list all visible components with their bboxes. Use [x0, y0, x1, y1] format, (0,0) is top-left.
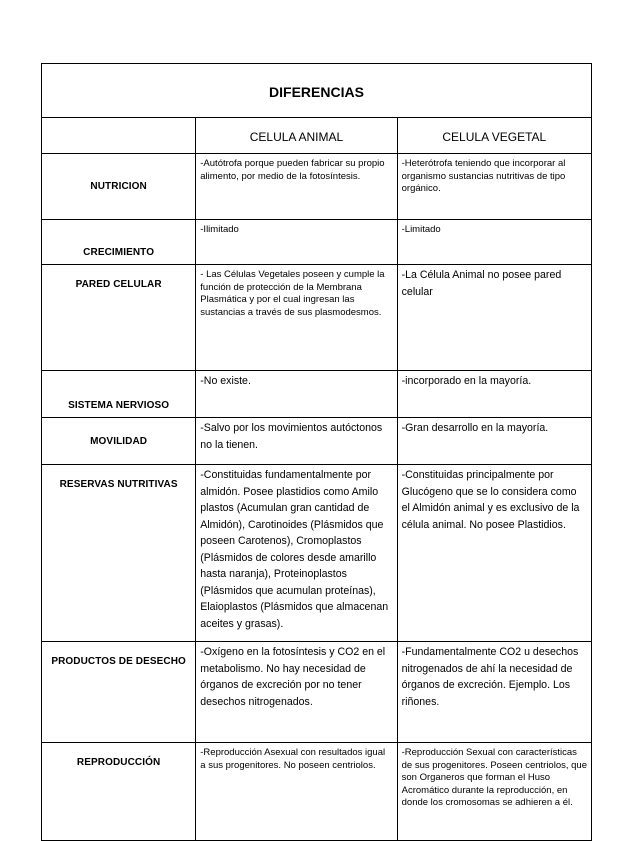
table-title-cell — [42, 64, 592, 118]
animal-cell: -No existe. — [196, 371, 397, 418]
table-row — [42, 220, 592, 265]
table-row — [42, 371, 592, 418]
animal-cell: -Oxígeno en la fotosíntesis y CO2 en el metabolismo. No hay necesidad de órganos de excreción por no tener desechos nitrogenados. — [196, 642, 397, 743]
row-label: MOVILIDAD — [42, 418, 196, 465]
table-row — [42, 154, 592, 220]
table-row — [42, 418, 592, 465]
header-animal: CELULA ANIMAL — [196, 118, 397, 154]
animal-cell: -Constituidas fundamentalmente por almidón. Posee plastidios como Amilo plastos (Acumulan gran cantidad de Almidón), Carotinoides (Plásmidos que poseen Carotenos), Cromoplastos (Plásmidos de colores desde amarillo hasta naranja), Proteinoplastos (Plásmidos que acumulan proteínas), Elaioplastos (Plásmidos que almacenan aceites y grasas). — [196, 465, 397, 642]
vegetal-cell: -Heterótrofa teniendo que incorporar al organismo sustancias nutritivas de tipo orgánico. — [397, 154, 591, 220]
vegetal-cell: -Reproducción Sexual con características de sus progenitores. Poseen centriolos, que son Organeros que forman el Huso Acromático durante la reproducción, en donde los cromosomas se adhieren a él. — [397, 743, 591, 841]
row-label: PARED CELULAR — [42, 265, 196, 371]
vegetal-cell: -La Célula Animal no posee pared celular — [397, 265, 591, 371]
title-row — [42, 64, 592, 118]
table-row — [42, 465, 592, 642]
animal-cell: -Ilimitado — [196, 220, 397, 265]
differences-table — [41, 63, 592, 841]
table-row — [42, 642, 592, 743]
vegetal-cell: -Fundamentalmente CO2 u desechos nitrogenados de ahí la necesidad de órganos de excreción. Ejemplo. Los riñones. — [397, 642, 591, 743]
row-label: RESERVAS NUTRITIVAS — [42, 465, 196, 642]
row-label: SISTEMA NERVIOSO — [42, 371, 196, 418]
vegetal-cell: -Limitado — [397, 220, 591, 265]
header-blank — [42, 118, 196, 154]
vegetal-cell: -Gran desarrollo en la mayoría. — [397, 418, 591, 465]
vegetal-cell: -incorporado en la mayoría. — [397, 371, 591, 418]
animal-cell: -Salvo por los movimientos autóctonos no la tienen. — [196, 418, 397, 465]
animal-cell: -Reproducción Asexual con resultados igual a sus progenitores. No poseen centriolos. — [196, 743, 397, 841]
header-vegetal: CELULA VEGETAL — [397, 118, 591, 154]
animal-cell: - Las Células Vegetales poseen y cumple la función de protección de la Membrana Plasmática y por el cual ingresan las sustancias a través de sus plasmodesmos. — [196, 265, 397, 371]
vegetal-cell: -Constituidas principalmente por Glucógeno que se lo considera como el Almidón animal y es exclusivo de la célula animal. No posee Plastidios. — [397, 465, 591, 642]
table-row — [42, 265, 592, 371]
row-label: NUTRICION — [42, 154, 196, 220]
animal-cell: -Autótrofa porque pueden fabricar su propio alimento, por medio de la fotosíntesis. — [196, 154, 397, 220]
table-title: DIFERENCIAS — [269, 83, 364, 100]
row-label: PRODUCTOS DE DESECHO — [42, 642, 196, 743]
row-label: CRECIMIENTO — [42, 220, 196, 265]
row-label: REPRODUCCIÓN — [42, 743, 196, 841]
header-row — [42, 118, 592, 154]
